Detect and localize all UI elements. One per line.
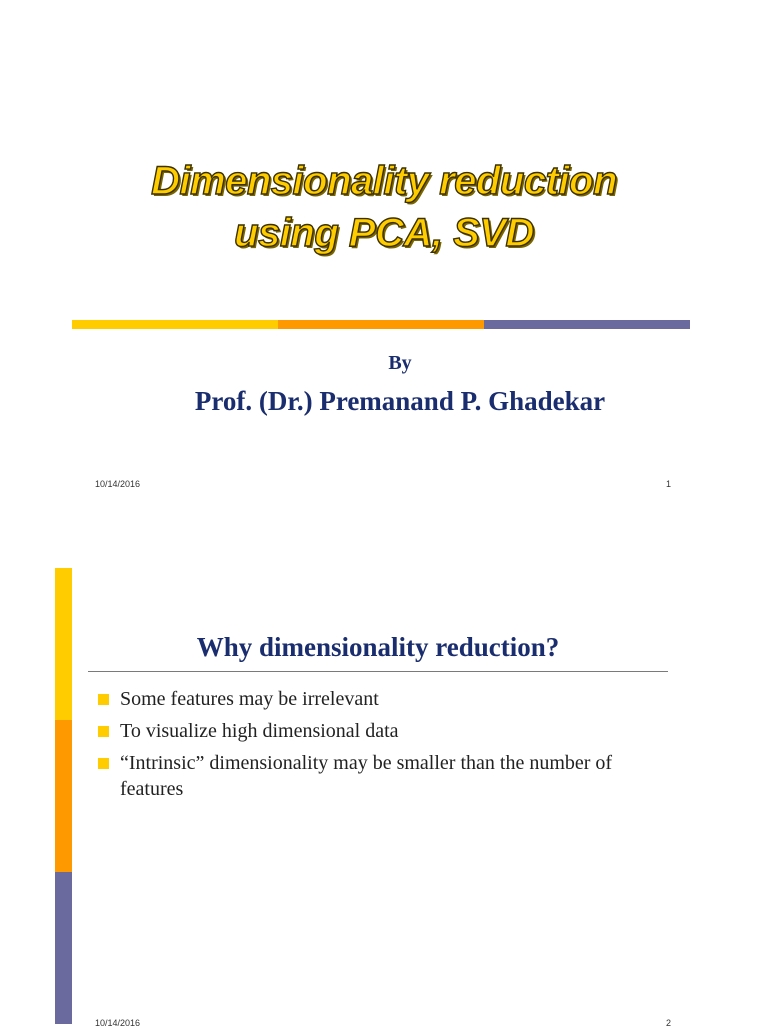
bar-segment-yellow	[55, 568, 72, 720]
bullet-text: “Intrinsic” dimensionality may be smaller than the number of features	[120, 752, 613, 800]
heading-divider	[88, 671, 668, 672]
author-name: Prof. (Dr.) Premanand P. Ghadekar	[194, 386, 606, 416]
title-line-2: using PCA, SVD	[234, 211, 534, 255]
by-label: By	[388, 352, 412, 374]
bar-segment-yellow	[72, 320, 278, 329]
bar-segment-purple	[55, 872, 72, 1024]
square-bullet-icon	[98, 758, 109, 769]
content-slide	[0, 520, 768, 1028]
bar-segment-orange	[55, 720, 72, 872]
square-bullet-icon	[98, 726, 109, 737]
bullet-text: To visualize high dimensional data	[120, 720, 399, 742]
slide-heading: Why dimensionality reduction?	[196, 632, 560, 662]
list-item	[98, 750, 668, 802]
bullet-text: Some features may be irrelevant	[120, 688, 379, 710]
footer-date: 10/14/2016	[95, 1018, 141, 1028]
square-bullet-icon	[98, 694, 109, 705]
decorative-tricolor-bar	[72, 320, 690, 329]
slide-title	[0, 155, 768, 259]
list-item	[98, 718, 668, 744]
page-number: 2	[666, 1018, 672, 1028]
title-line-1: Dimensionality reduction	[151, 159, 617, 203]
bar-segment-orange	[278, 320, 484, 329]
page-number: 1	[666, 479, 672, 489]
bar-segment-purple	[484, 320, 690, 329]
bullet-list	[98, 686, 668, 808]
list-item	[98, 686, 668, 712]
footer-date: 10/14/2016	[95, 479, 141, 489]
decorative-vertical-bar	[55, 568, 72, 1024]
